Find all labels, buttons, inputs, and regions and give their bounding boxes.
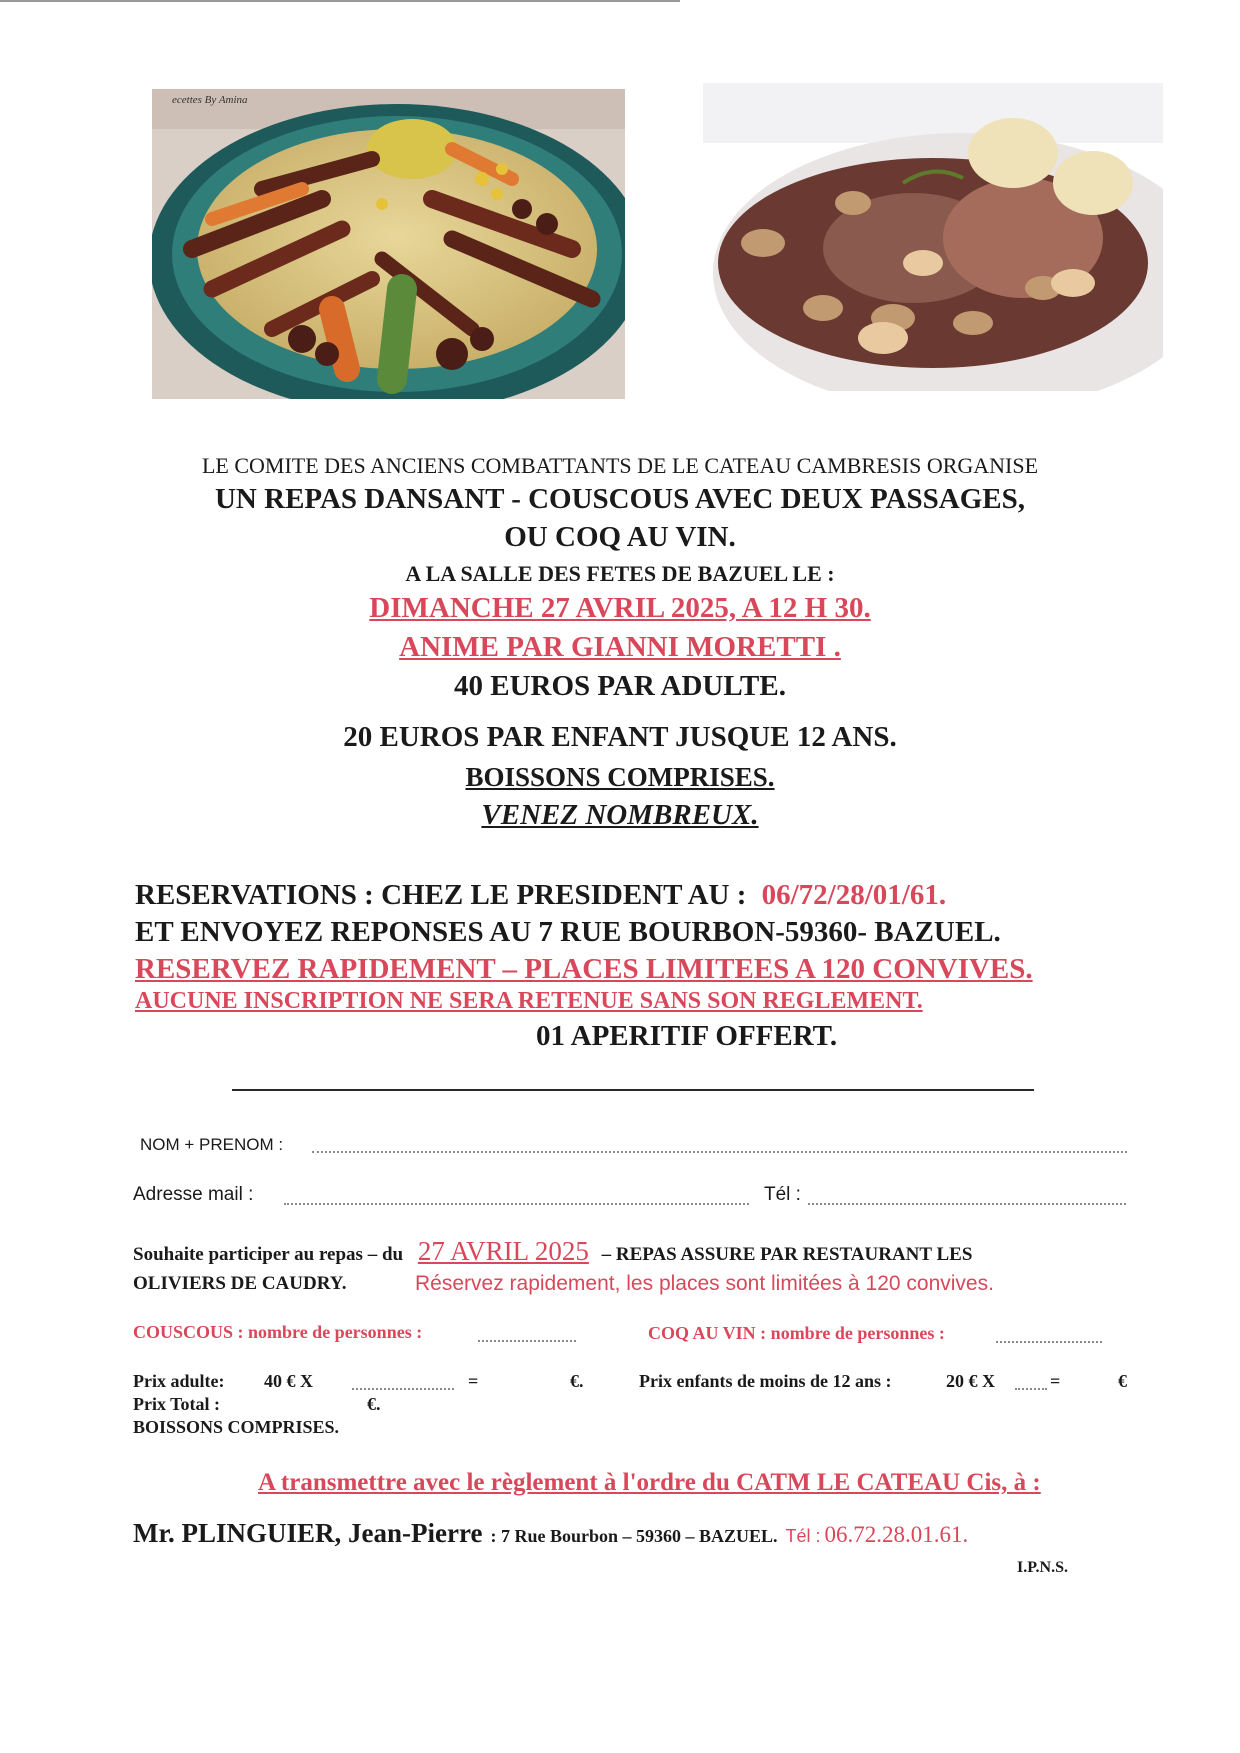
price-adult: 40 EUROS PAR ADULTE.	[454, 670, 786, 702]
participate-prefix: Souhaite participer au repas – du	[133, 1244, 404, 1265]
event-animation: ANIME PAR GIANNI MORETTI .	[399, 631, 841, 663]
reserve-quickly: RESERVEZ RAPIDEMENT – PLACES LIMITEES A 120 CONVIVES.	[135, 953, 1033, 985]
child-count-field[interactable]	[1015, 1388, 1047, 1390]
reservations-phone: 06/72/28/01/61.	[761, 879, 947, 911]
coq-au-vin-photo	[703, 83, 1163, 391]
price-child: 20 EUROS PAR ENFANT JUSQUE 12 ANS.	[343, 721, 897, 753]
couscous-photo	[152, 89, 625, 399]
transmit-line: A transmettre avec le règlement à l'ordre du CATM LE CATEAU Cis, à :	[258, 1469, 1041, 1496]
coq-au-vin-count-field[interactable]	[996, 1341, 1102, 1343]
event-title-line2: OU COQ AU VIN.	[504, 521, 736, 553]
aperitif-offered: 01 APERITIF OFFERT.	[536, 1020, 838, 1052]
form-drinks: BOISSONS COMPRISES.	[133, 1417, 340, 1437]
address-line: ET ENVOYEZ REPONSES AU 7 RUE BOURBON-59360- BAZUEL.	[135, 916, 1001, 948]
participate-line2: OLIVIERS DE CAUDRY.	[133, 1273, 347, 1294]
drinks-included: BOISSONS COMPRISES.	[465, 762, 775, 792]
total-label: Prix Total :	[133, 1394, 221, 1414]
name-label: NOM + PRENOM :	[140, 1135, 284, 1154]
total-euro: €.	[367, 1394, 381, 1414]
email-label: Adresse mail :	[133, 1184, 254, 1205]
child-equals: =	[1050, 1371, 1061, 1391]
form-divider	[232, 1089, 1034, 1091]
reservations-label: RESERVATIONS : CHEZ LE PRESIDENT AU :	[135, 879, 747, 911]
tel-field[interactable]	[808, 1203, 1126, 1205]
event-title-line1: UN REPAS DANSANT - COUSCOUS AVEC DEUX PASSAGES,	[214, 483, 1025, 515]
couscous-label: COUSCOUS : nombre de personnes :	[133, 1322, 423, 1342]
couscous-count-field[interactable]	[478, 1340, 576, 1342]
adult-price-label: Prix adulte:	[133, 1371, 225, 1391]
adult-count-field[interactable]	[352, 1388, 454, 1390]
adult-equals: =	[468, 1371, 479, 1391]
no-registration-notice: AUCUNE INSCRIPTION NE SERA RETENUE SANS SON REGLEMENT.	[135, 988, 923, 1014]
venue-line: A LA SALLE DES FETES DE BAZUEL LE :	[405, 561, 835, 586]
photo-caption: ecettes By Amina	[172, 94, 248, 106]
reservations-line	[135, 879, 946, 912]
organizer-line: LE COMITE DES ANCIENS COMBATTANTS DE LE CATEAU CAMBRESIS ORGANISE	[201, 453, 1039, 478]
child-price-value: 20 € X	[946, 1371, 995, 1391]
coq-au-vin-label: COQ AU VIN : nombre de personnes :	[648, 1323, 945, 1343]
tel-label: Tél :	[764, 1184, 801, 1205]
participate-date: 27 AVRIL 2025	[417, 1236, 589, 1266]
top-scan-line	[0, 0, 680, 2]
reserve-note: Réservez rapidement, les places sont limitées à 120 convives.	[415, 1272, 994, 1295]
ipns-label: I.P.N.S.	[1017, 1559, 1068, 1576]
participate-suffix: – REPAS ASSURE PAR RESTAURANT LES	[601, 1244, 973, 1265]
child-price-label: Prix enfants de moins de 12 ans :	[639, 1371, 892, 1391]
contact-address: : 7 Rue Bourbon – 59360 – BAZUEL.	[490, 1526, 778, 1546]
adult-price-value: 40 € X	[264, 1371, 313, 1391]
contact-tel: 06.72.28.01.61.	[824, 1522, 969, 1547]
child-euro: €	[1118, 1371, 1127, 1391]
name-field[interactable]	[312, 1151, 1127, 1153]
participate-line	[133, 1236, 972, 1267]
come-many: VENEZ NOMBREUX.	[481, 799, 759, 831]
email-field[interactable]	[284, 1203, 749, 1205]
contact-tel-label: Tél :	[785, 1526, 821, 1546]
contact-line	[133, 1518, 968, 1549]
event-date: DIMANCHE 27 AVRIL 2025, A 12 H 30.	[369, 592, 871, 624]
contact-name: Mr. PLINGUIER, Jean-Pierre	[133, 1518, 483, 1548]
adult-euro: €.	[570, 1371, 584, 1391]
